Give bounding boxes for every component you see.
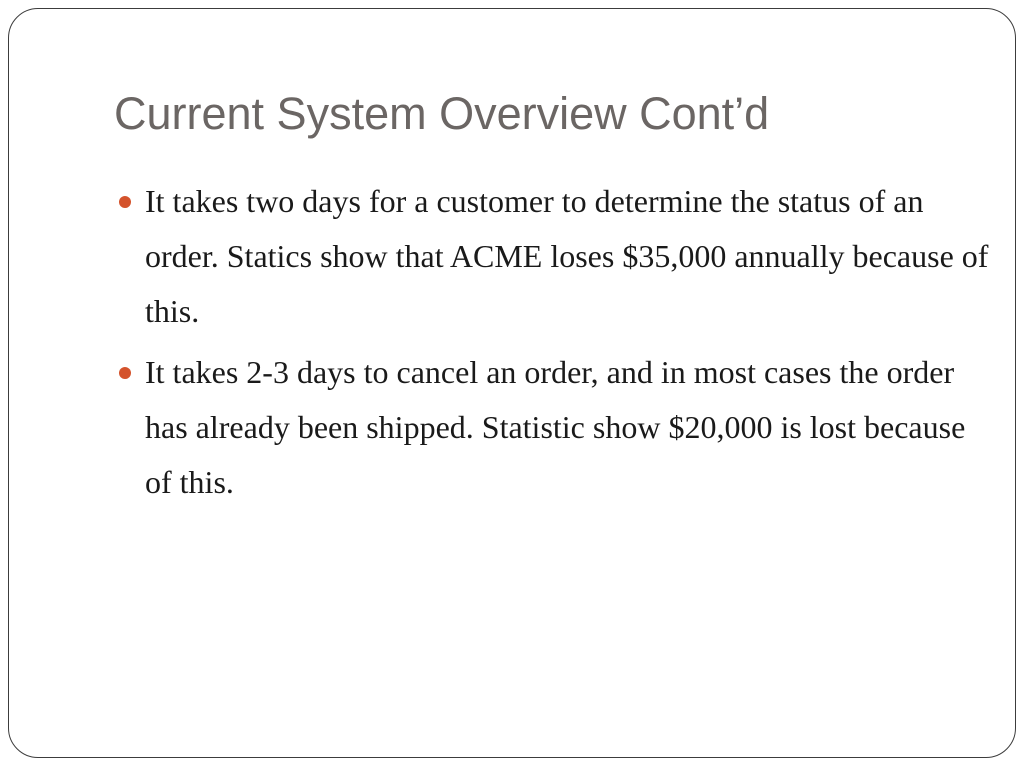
bullet-item [119, 174, 999, 339]
bullet-list [119, 174, 999, 516]
bullet-text: It takes two days for a customer to determine the status of an order. Statics show that ACME loses $35,000 annually because of this. [145, 183, 989, 329]
slide [8, 8, 1016, 758]
slide-title: Current System Overview Cont’d [114, 88, 770, 139]
bullet-item [119, 345, 999, 510]
bullet-dot-icon [119, 196, 131, 208]
bullet-text: It takes 2-3 days to cancel an order, and in most cases the order has already been shipped. Statistic show $20,000 is lost because of this. [145, 354, 966, 500]
bullet-dot-icon [119, 367, 131, 379]
